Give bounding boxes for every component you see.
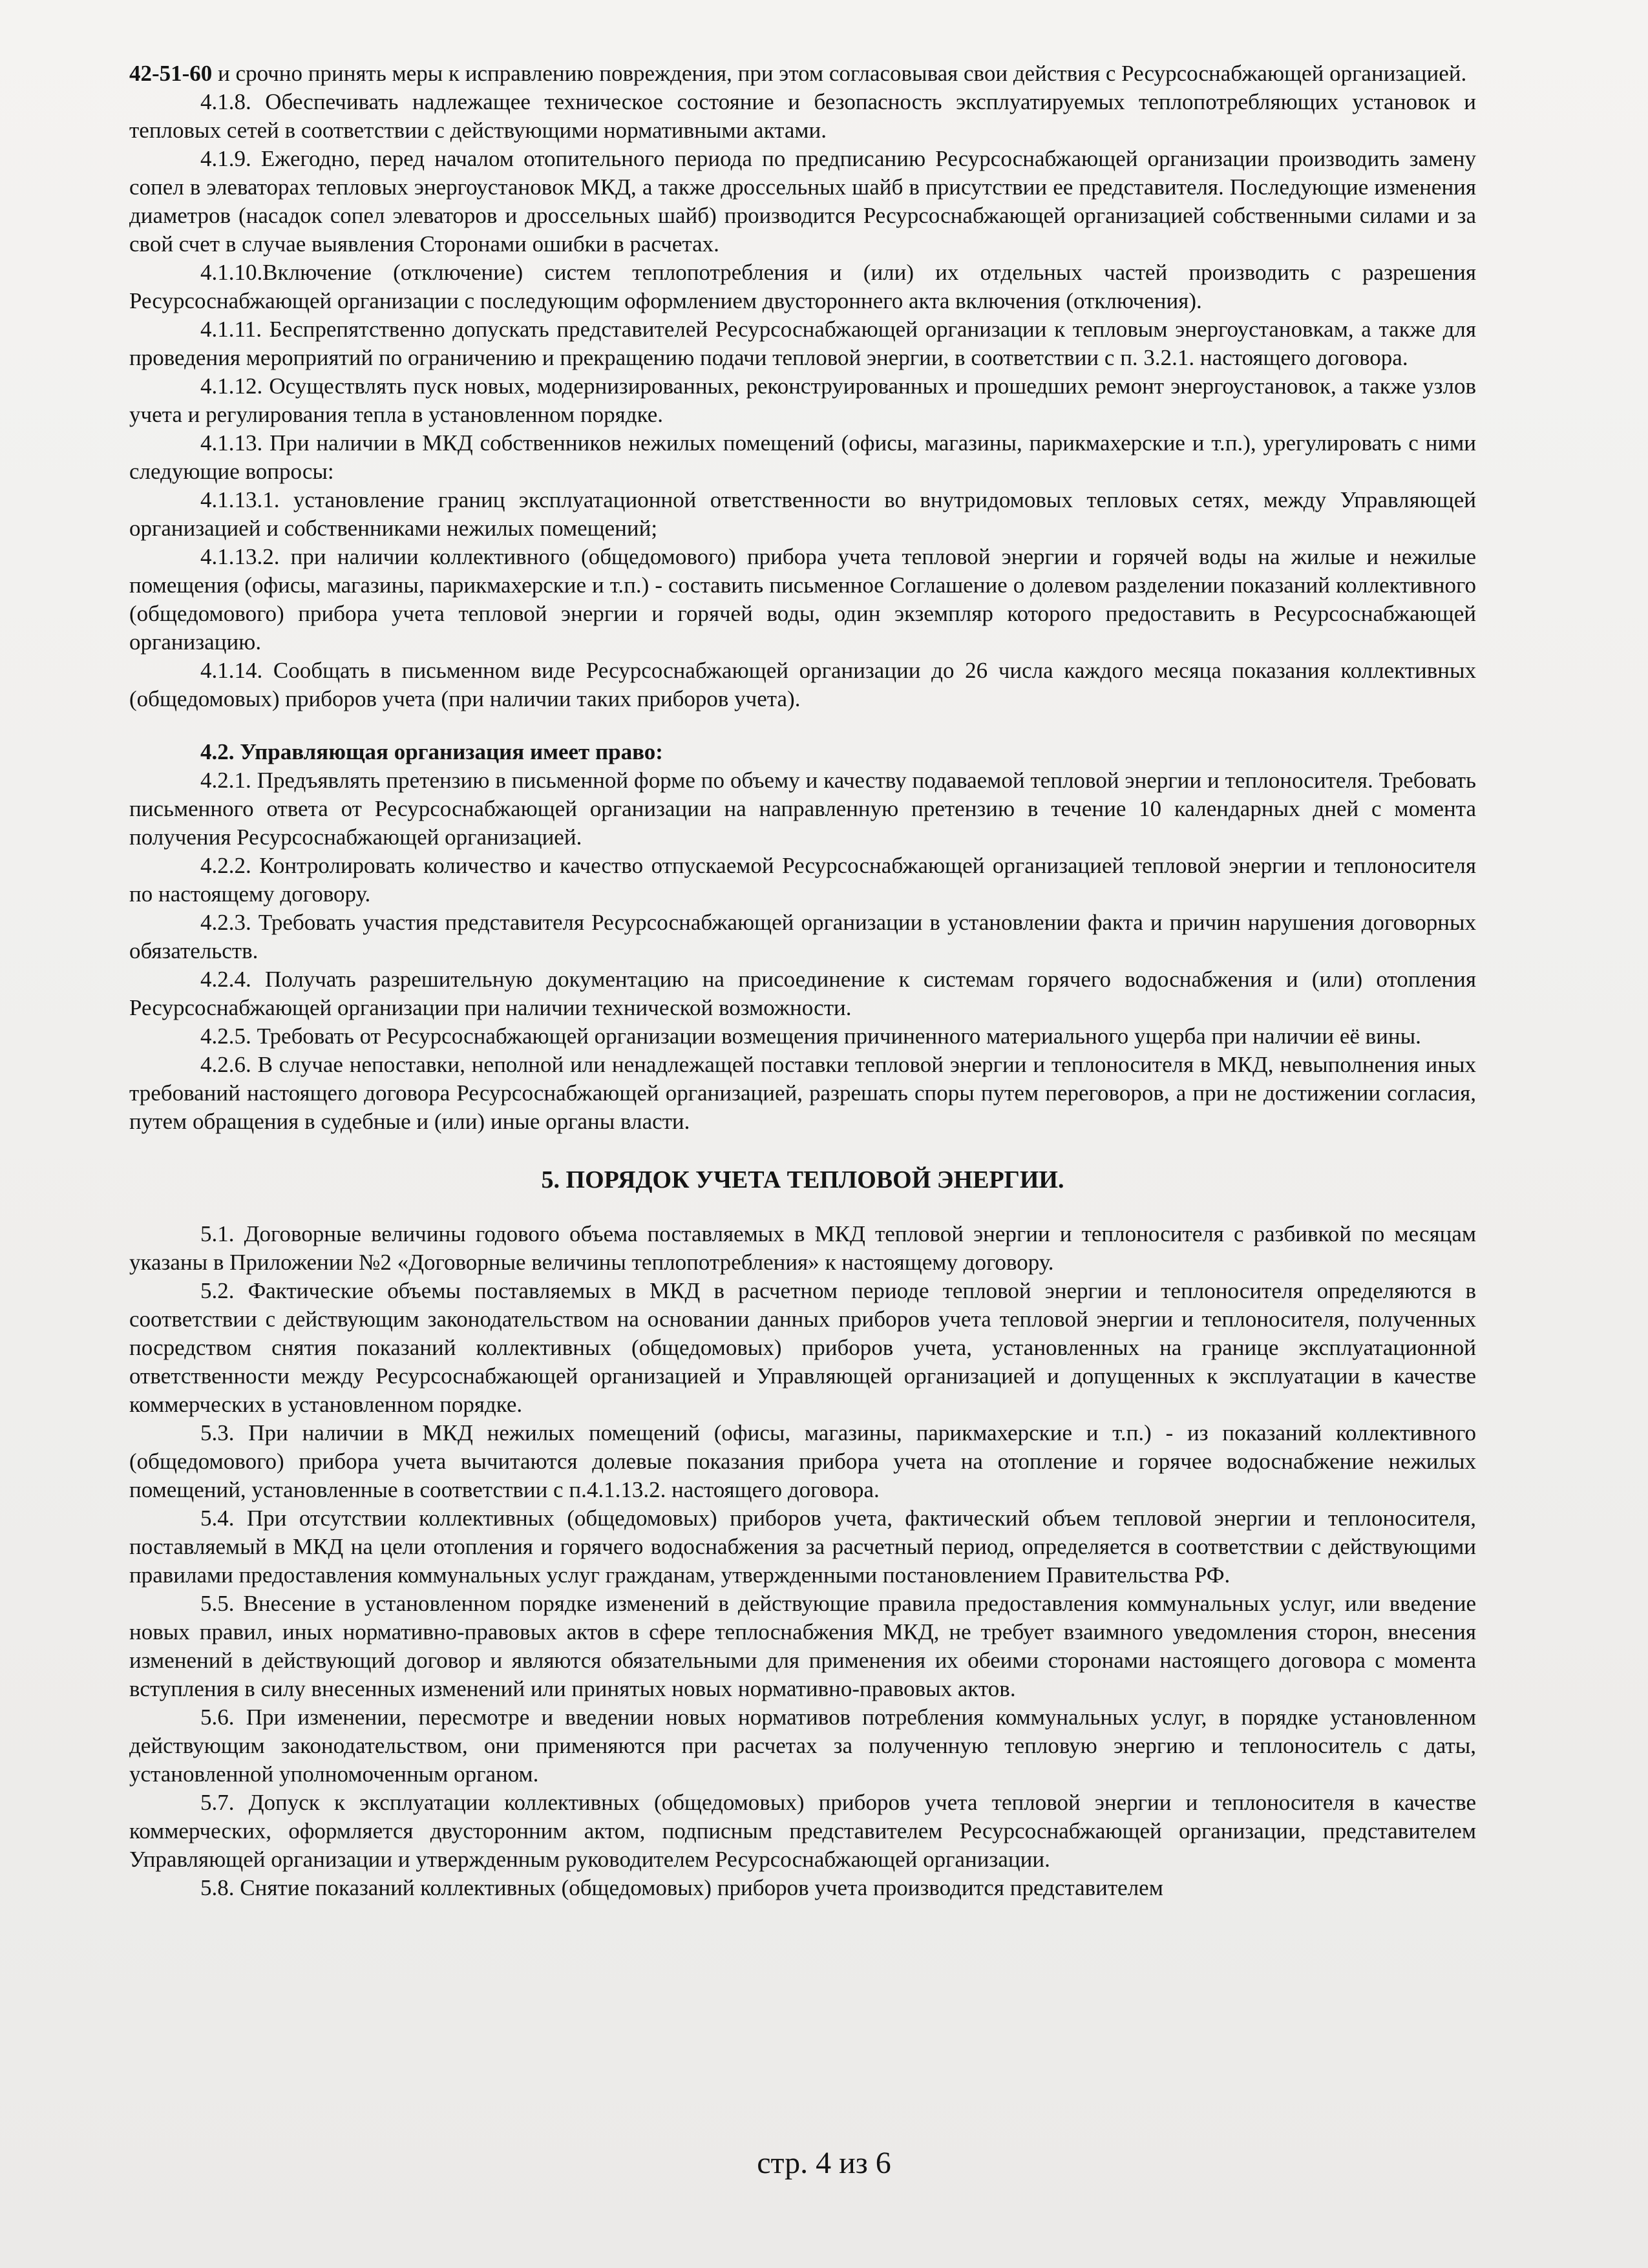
paragraph-5-4: 5.4. При отсутствии коллективных (общедомовых) приборов учета, фактический объем тепловой энергии и теплоносителя, поставляемый в МКД на цели отопления и горячего водоснабжения за расчетный период, определяется в соответствии с действующими правилами предоставления коммунальных услуг гражданам, утвержденными постановлением Правительства РФ.: [129, 1506, 1476, 1588]
paragraph-4-1-10: 4.1.10.Включение (отключение) систем теплопотребления и (или) их отдельных частей производить с разрешения Ресурсоснабжающей организации с последующим оформлением двустороннего акта включения (отключения).: [129, 260, 1476, 313]
paragraph-5-5: 5.5. Внесение в установленном порядке изменений в действующие правила предоставления коммунальных услуг, или введение новых правил, иных нормативно-правовых актов в сфере теплоснабжения МКД, не требует взаимного уведомления сторон, внесения изменений в действующий договор и являются обязательными для применения их обеими сторонами настоящего договора с момента вступления в силу внесенных изменений или принятых новых нормативно-правовых актов.: [129, 1591, 1476, 1701]
paragraph-5-6: 5.6. При изменении, пересмотре и введении новых нормативов потребления коммунальных услуг, в порядке установленном действующим законодательством, они применяются при расчетах за полученную тепловую энергию и теплоноситель с даты, установленной уполномоченным органом.: [129, 1705, 1476, 1787]
section-title: 5. ПОРЯДОК УЧЕТА ТЕПЛОВОЙ ЭНЕРГИИ.: [541, 1166, 1064, 1193]
paragraph-4-1-9: 4.1.9. Ежегодно, перед началом отопительного периода по предписанию Ресурсоснабжающей организации производить замену сопел в элеваторах тепловых энергоустановок МКД, а также дроссельных шайб в присутствии ее представителя. Последующие изменения диаметров (насадок сопел элеваторов и дроссельных шайб) производится Ресурсоснабжающей организацией собственными силами и за свой счет в случае выявления Сторонами ошибки в расчетах.: [129, 146, 1476, 257]
paragraph-5-7: 5.7. Допуск к эксплуатации коллективных (общедомовых) приборов учета тепловой энергии и теплоносителя в качестве коммерческих, оформляется двусторонним актом, подписным представителем Ресурсоснабжающей организации, представителем Управляющей организации и утвержденным руководителем Ресурсоснабжающей организации.: [129, 1790, 1476, 1872]
paragraph-5-1: 5.1. Договорные величины годового объема поставляемых в МКД тепловой энергии и теплоносителя с разбивкой по месяцам указаны в Приложении №2 «Договорные величины теплопотребления» к настоящему договору.: [129, 1221, 1476, 1275]
paragraph-4-1-8: 4.1.8. Обеспечивать надлежащее техническое состояние и безопасность эксплуатируемых теплопотребляющих установок и тепловых сетей в соответствии с действующими нормативными актами.: [129, 89, 1476, 143]
paragraph-4-2-5: 4.2.5. Требовать от Ресурсоснабжающей организации возмещения причиненного материального ущерба при наличии её вины.: [200, 1024, 1421, 1049]
paragraph-5-3: 5.3. При наличии в МКД нежилых помещений (офисы, магазины, парикмахерские и т.п.) - из показаний коллективного (общедомового) прибора учета вычитаются долевые показания прибора учета на отопление и горячее водоснабжение нежилых помещений, установленные в соответствии с п.4.1.13.2. настоящего договора.: [129, 1420, 1476, 1502]
paragraph-text: и срочно принять меры к исправлению повреждения, при этом согласовывая свои действия с Ресурсоснабжающей организацией.: [212, 61, 1467, 86]
page-number: стр. 4 из 6: [757, 2146, 891, 2180]
paragraph-4-1-13: 4.1.13. При наличии в МКД собственников нежилых помещений (офисы, магазины, парикмахерские и т.п.), урегулировать с ними следующие вопросы:: [129, 430, 1476, 484]
subheading-4-2: 4.2. Управляющая организация имеет право:: [200, 739, 663, 764]
paragraph-4-2-2: 4.2.2. Контролировать количество и качество отпускаемой Ресурсоснабжающей организацией тепловой энергии и теплоносителя по настоящему договору.: [129, 853, 1476, 907]
paragraph-4-1-13-2: 4.1.13.2. при наличии коллективного (общедомового) прибора учета тепловой энергии и горячей воды на жилые и нежилые помещения (офисы, магазины, парикмахерские и т.п.) - составить письменное Соглашение о долевом разделении показаний коллективного (общедомового) прибора учета тепловой энергии и горячей воды, один экземпляр которого предоставить в Ресурсоснабжающей организацию.: [129, 544, 1476, 655]
paragraph-4-2-6: 4.2.6. В случае непоставки, неполной или ненадлежащей поставки тепловой энергии и теплоносителя в МКД, невыполнения иных требований настоящего договора Ресурсоснабжающей организацией, разрешать споры путем переговоров, а при не достижении согласия, путем обращения в судебные и (или) иные органы власти.: [129, 1052, 1476, 1134]
paragraph-4-1-13-1: 4.1.13.1. установление границ эксплуатационной ответственности во внутридомовых тепловых сетях, между Управляющей организацией и собственниками нежилых помещений;: [129, 487, 1476, 541]
paragraph-5-2: 5.2. Фактические объемы поставляемых в МКД в расчетном периоде тепловой энергии и теплоносителя определяются в соответствии с действующим законодательством на основании данных приборов учета тепловой энергии и теплоносителя, полученных посредством снятия показаний коллективных (общедомовых) приборов учета, установленных на границе эксплуатационной ответственности между Ресурсоснабжающей организацией и Управляющей организацией и допущенных к эксплуатации в качестве коммерческих в установленном порядке.: [129, 1278, 1476, 1417]
paragraph-continuation: [129, 59, 1476, 88]
paragraph-4-2-1: 4.2.1. Предъявлять претензию в письменной форме по объему и качеству подаваемой тепловой энергии и теплоносителя. Требовать письменного ответа от Ресурсоснабжающей организации на направленную претензию в течение 10 календарных дней с момента получения Ресурсоснабжающей организацией.: [129, 768, 1476, 850]
document-body: [129, 59, 1476, 1902]
paragraph-4-2-4: 4.2.4. Получать разрешительную документацию на присоединение к системам горячего водоснабжения и (или) отопления Ресурсоснабжающей организации при наличии технической возможности.: [129, 967, 1476, 1020]
paragraph-4-1-12: 4.1.12. Осуществлять пуск новых, модернизированных, реконструированных и прошедших ремонт энергоустановок, а также узлов учета и регулирования тепла в установленном порядке.: [129, 373, 1476, 427]
paragraph-4-1-11: 4.1.11. Беспрепятственно допускать представителей Ресурсоснабжающей организации к тепловым энергоустановкам, а также для проведения мероприятий по ограничению и прекращению подачи тепловой энергии, в соответствии с п. 3.2.1. настоящего договора.: [129, 317, 1476, 370]
phone-number: 42-51-60: [129, 61, 213, 86]
paragraph-5-8: 5.8. Снятие показаний коллективных (общедомовых) приборов учета производится представителем: [200, 1875, 1163, 1900]
paragraph-4-2-3: 4.2.3. Требовать участия представителя Ресурсоснабжающей организации в установлении факта и причин нарушения договорных обязательств.: [129, 910, 1476, 963]
paragraph-4-1-14: 4.1.14. Сообщать в письменном виде Ресурсоснабжающей организации до 26 числа каждого месяца показания коллективных (общедомовых) приборов учета (при наличии таких приборов учета).: [129, 658, 1476, 711]
